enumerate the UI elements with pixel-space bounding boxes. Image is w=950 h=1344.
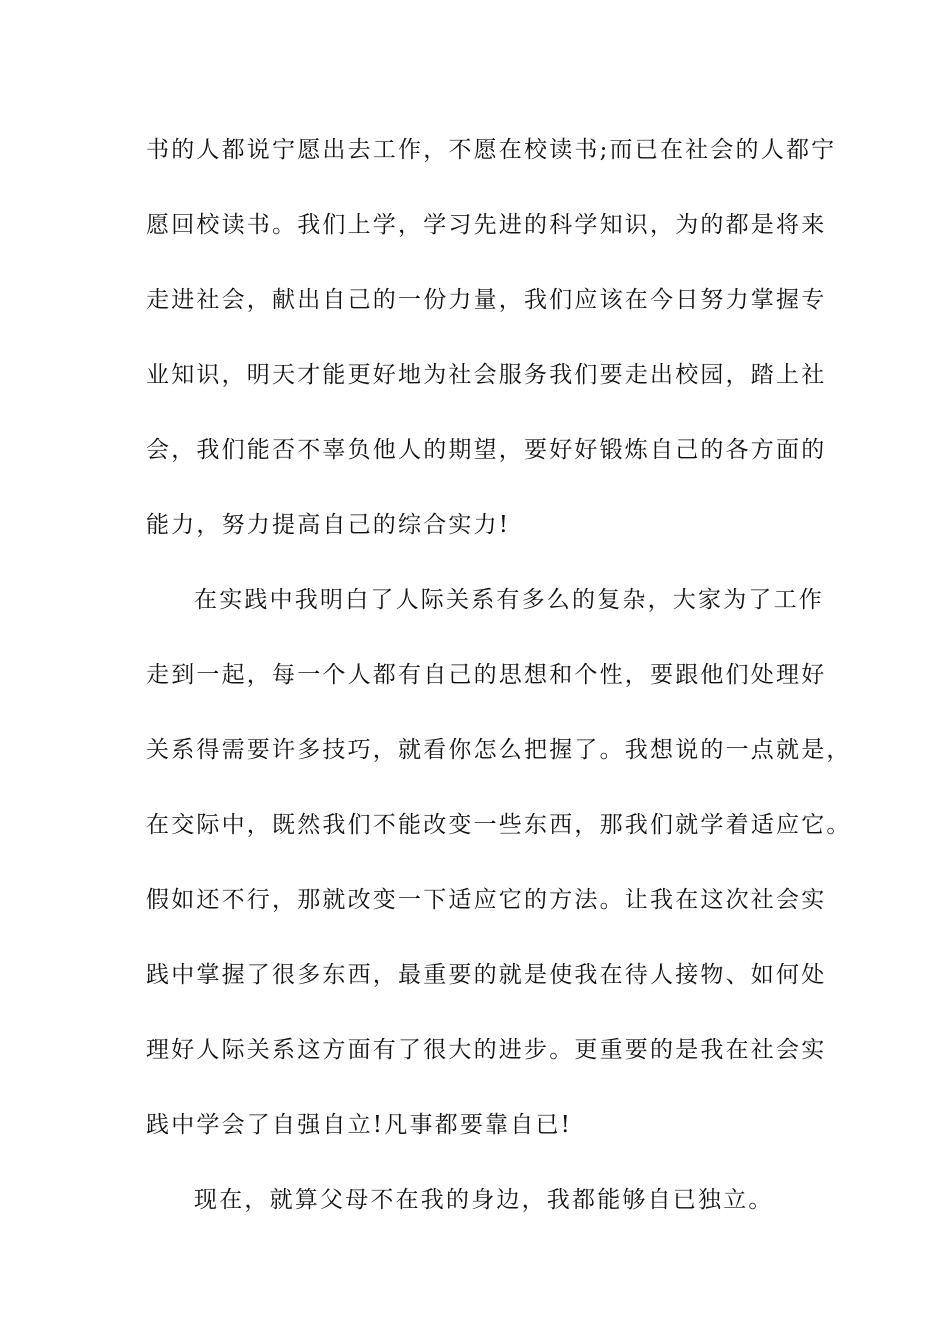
text-line: 走进社会，献出自己的一份力量，我们应该在今日努力掌握专 — [146, 287, 827, 313]
text-line: 在交际中，既然我们不能改变一些东西，那我们就学着适应它。 — [146, 812, 852, 838]
paragraph-start-line: 在实践中我明白了人际关系有多么的复杂，大家为了工作 — [194, 587, 824, 613]
paragraph-start-line: 现在，就算父母不在我的身边，我都能够自已独立。 — [194, 1187, 774, 1213]
text-line: 走到一起，每一个人都有自己的思想和个性，要跟他们处理好 — [146, 662, 827, 688]
text-line: 业知识，明天才能更好地为社会服务我们要走出校园，踏上社 — [146, 362, 827, 388]
text-line: 践中掌握了很多东西，最重要的就是使我在待人接物、如何处 — [146, 962, 827, 988]
text-line: 假如还不行，那就改变一下适应它的方法。让我在这次社会实 — [146, 887, 827, 913]
text-line: 关系得需要许多技巧，就看你怎么把握了。我想说的一点就是， — [146, 737, 852, 763]
text-line: 践中学会了自强自立!凡事都要靠自已! — [146, 1112, 573, 1138]
text-line: 会，我们能否不辜负他人的期望，要好好锻炼自己的各方面的 — [146, 437, 827, 463]
text-line: 理好人际关系这方面有了很大的进步。更重要的是我在社会实 — [146, 1037, 827, 1063]
body-text — [146, 127, 852, 1252]
text-line: 能力，努力提高自己的综合实力! — [146, 512, 511, 538]
text-line: 书的人都说宁愿出去工作，不愿在校读书;而已在社会的人都宁 — [146, 137, 837, 163]
text-line: 愿回校读书。我们上学，学习先进的科学知识，为的都是将来 — [146, 212, 827, 238]
